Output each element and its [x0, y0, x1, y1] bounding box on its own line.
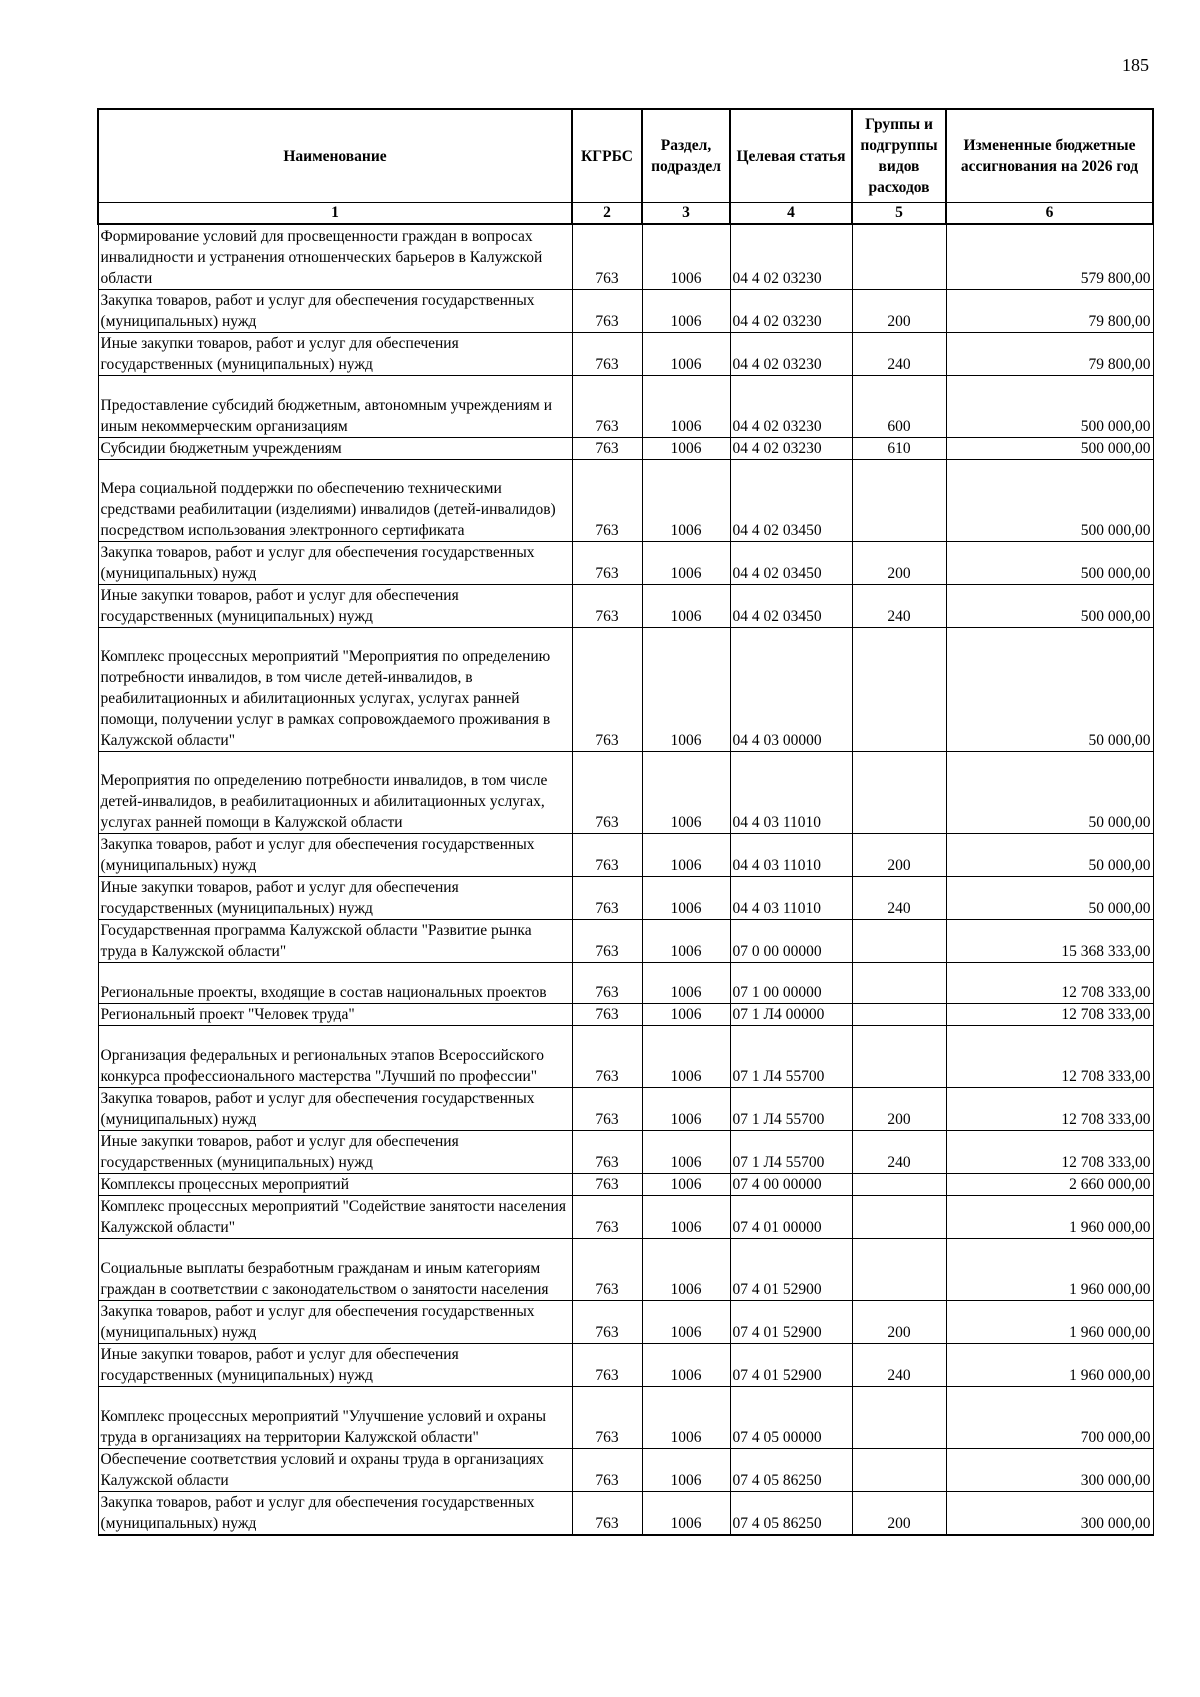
row-amount: 500 000,00 [946, 375, 1153, 437]
row-section: 1006 [642, 751, 730, 833]
row-name: Закупка товаров, работ и услуг для обеспечения государственных (муниципальных) нужд [98, 1491, 572, 1535]
table-row [98, 1087, 1153, 1130]
row-kgrbs: 763 [572, 541, 642, 584]
row-article: 07 4 00 00000 [730, 1173, 852, 1195]
row-amount: 500 000,00 [946, 437, 1153, 459]
row-name: Обеспечение соответствия условий и охраны труда в организациях Калужской области [98, 1448, 572, 1491]
table-row [98, 1130, 1153, 1173]
row-name: Региональные проекты, входящие в состав национальных проектов [98, 962, 572, 1003]
row-article: 07 1 Л4 55700 [730, 1087, 852, 1130]
table-row [98, 919, 1153, 962]
row-group [852, 1003, 946, 1025]
column-number: 6 [946, 203, 1153, 225]
row-amount: 12 708 333,00 [946, 1025, 1153, 1087]
row-name: Закупка товаров, работ и услуг для обеспечения государственных (муниципальных) нужд [98, 833, 572, 876]
row-article: 04 4 02 03450 [730, 584, 852, 627]
row-group: 240 [852, 876, 946, 919]
row-amount: 15 368 333,00 [946, 919, 1153, 962]
row-kgrbs: 763 [572, 1173, 642, 1195]
row-section: 1006 [642, 437, 730, 459]
row-amount: 500 000,00 [946, 459, 1153, 541]
table-row [98, 1300, 1153, 1343]
row-article: 07 4 01 52900 [730, 1238, 852, 1300]
row-group: 200 [852, 289, 946, 332]
row-article: 07 4 05 00000 [730, 1386, 852, 1448]
budget-table [97, 108, 1154, 1536]
row-group [852, 919, 946, 962]
row-kgrbs: 763 [572, 584, 642, 627]
row-section: 1006 [642, 332, 730, 375]
table-row [98, 224, 1153, 289]
table-row [98, 1003, 1153, 1025]
table-row [98, 1195, 1153, 1238]
row-kgrbs: 763 [572, 437, 642, 459]
row-kgrbs: 763 [572, 332, 642, 375]
row-amount: 12 708 333,00 [946, 1003, 1153, 1025]
header-article: Целевая статья [730, 109, 852, 203]
row-section: 1006 [642, 1448, 730, 1491]
row-amount: 12 708 333,00 [946, 1130, 1153, 1173]
row-kgrbs: 763 [572, 962, 642, 1003]
row-article: 04 4 02 03230 [730, 437, 852, 459]
row-section: 1006 [642, 1386, 730, 1448]
table-row [98, 541, 1153, 584]
row-section: 1006 [642, 1491, 730, 1535]
row-group [852, 962, 946, 1003]
row-name: Иные закупки товаров, работ и услуг для обеспечения государственных (муниципальных) нужд [98, 1130, 572, 1173]
row-kgrbs: 763 [572, 1195, 642, 1238]
row-amount: 300 000,00 [946, 1448, 1153, 1491]
row-kgrbs: 763 [572, 1025, 642, 1087]
row-group [852, 627, 946, 751]
row-kgrbs: 763 [572, 833, 642, 876]
row-group: 240 [852, 1343, 946, 1386]
row-article: 07 4 05 86250 [730, 1491, 852, 1535]
row-group: 200 [852, 1491, 946, 1535]
column-number: 2 [572, 203, 642, 225]
row-amount: 579 800,00 [946, 224, 1153, 289]
table-row [98, 876, 1153, 919]
row-amount: 1 960 000,00 [946, 1195, 1153, 1238]
row-group: 200 [852, 541, 946, 584]
row-kgrbs: 763 [572, 876, 642, 919]
table-row [98, 437, 1153, 459]
row-article: 04 4 03 11010 [730, 751, 852, 833]
table-row [98, 584, 1153, 627]
table-header [98, 109, 1153, 224]
row-group: 200 [852, 1087, 946, 1130]
row-amount: 1 960 000,00 [946, 1238, 1153, 1300]
row-name: Закупка товаров, работ и услуг для обеспечения государственных (муниципальных) нужд [98, 541, 572, 584]
row-name: Иные закупки товаров, работ и услуг для обеспечения государственных (муниципальных) нужд [98, 584, 572, 627]
row-kgrbs: 763 [572, 1130, 642, 1173]
row-section: 1006 [642, 1003, 730, 1025]
row-name: Предоставление субсидий бюджетным, автономным учреждениям и иным некоммерческим организациям [98, 375, 572, 437]
row-kgrbs: 763 [572, 1238, 642, 1300]
row-group [852, 1448, 946, 1491]
row-group: 610 [852, 437, 946, 459]
row-name: Субсидии бюджетным учреждениям [98, 437, 572, 459]
row-section: 1006 [642, 833, 730, 876]
row-group [852, 1238, 946, 1300]
header-kgrbs: КГРБС [572, 109, 642, 203]
table-row [98, 627, 1153, 751]
row-amount: 79 800,00 [946, 289, 1153, 332]
table-row [98, 332, 1153, 375]
row-section: 1006 [642, 1300, 730, 1343]
row-article: 04 4 02 03450 [730, 459, 852, 541]
row-kgrbs: 763 [572, 1087, 642, 1130]
row-amount: 2 660 000,00 [946, 1173, 1153, 1195]
row-name: Иные закупки товаров, работ и услуг для обеспечения государственных (муниципальных) нужд [98, 332, 572, 375]
row-kgrbs: 763 [572, 751, 642, 833]
row-name: Социальные выплаты безработным гражданам и иным категориям граждан в соответствии с законодательством о занятости населения [98, 1238, 572, 1300]
header-section: Раздел, подраздел [642, 109, 730, 203]
column-number: 5 [852, 203, 946, 225]
table-body [98, 224, 1153, 1535]
row-amount: 1 960 000,00 [946, 1343, 1153, 1386]
table-row [98, 962, 1153, 1003]
row-article: 07 4 05 86250 [730, 1448, 852, 1491]
row-section: 1006 [642, 541, 730, 584]
row-name: Комплекс процессных мероприятий "Содействие занятости населения Калужской области" [98, 1195, 572, 1238]
row-name: Мероприятия по определению потребности инвалидов, в том числе детей-инвалидов, в реабилитационных и абилитационных услугах, услугах ранней помощи в Калужской области [98, 751, 572, 833]
row-group: 240 [852, 584, 946, 627]
row-section: 1006 [642, 627, 730, 751]
row-group [852, 459, 946, 541]
row-article: 07 4 01 52900 [730, 1343, 852, 1386]
row-amount: 700 000,00 [946, 1386, 1153, 1448]
row-amount: 12 708 333,00 [946, 962, 1153, 1003]
row-group: 600 [852, 375, 946, 437]
row-section: 1006 [642, 1195, 730, 1238]
header-amount: Измененные бюджетные ассигнования на 2026 год [946, 109, 1153, 203]
row-group [852, 1386, 946, 1448]
row-section: 1006 [642, 1087, 730, 1130]
table-row [98, 1491, 1153, 1535]
row-kgrbs: 763 [572, 1003, 642, 1025]
row-group: 200 [852, 1300, 946, 1343]
table-row [98, 1386, 1153, 1448]
row-section: 1006 [642, 1130, 730, 1173]
row-kgrbs: 763 [572, 289, 642, 332]
row-kgrbs: 763 [572, 375, 642, 437]
row-name: Региональный проект "Человек труда" [98, 1003, 572, 1025]
table-row [98, 1025, 1153, 1087]
row-group: 240 [852, 332, 946, 375]
row-section: 1006 [642, 919, 730, 962]
row-amount: 50 000,00 [946, 833, 1153, 876]
row-kgrbs: 763 [572, 1343, 642, 1386]
column-number: 1 [98, 203, 572, 225]
row-article: 04 4 03 11010 [730, 876, 852, 919]
row-article: 07 4 01 52900 [730, 1300, 852, 1343]
row-article: 07 0 00 00000 [730, 919, 852, 962]
row-article: 07 1 Л4 55700 [730, 1025, 852, 1087]
row-amount: 500 000,00 [946, 584, 1153, 627]
row-group [852, 1195, 946, 1238]
row-article: 04 4 03 11010 [730, 833, 852, 876]
row-name: Закупка товаров, работ и услуг для обеспечения государственных (муниципальных) нужд [98, 1300, 572, 1343]
row-kgrbs: 763 [572, 1448, 642, 1491]
row-amount: 50 000,00 [946, 751, 1153, 833]
row-amount: 12 708 333,00 [946, 1087, 1153, 1130]
row-amount: 50 000,00 [946, 876, 1153, 919]
table-row [98, 751, 1153, 833]
row-article: 04 4 02 03230 [730, 375, 852, 437]
row-section: 1006 [642, 584, 730, 627]
row-section: 1006 [642, 1238, 730, 1300]
row-section: 1006 [642, 375, 730, 437]
row-kgrbs: 763 [572, 459, 642, 541]
row-name: Иные закупки товаров, работ и услуг для обеспечения государственных (муниципальных) нужд [98, 1343, 572, 1386]
row-name: Закупка товаров, работ и услуг для обеспечения государственных (муниципальных) нужд [98, 1087, 572, 1130]
column-number: 3 [642, 203, 730, 225]
row-section: 1006 [642, 876, 730, 919]
table-row [98, 289, 1153, 332]
row-kgrbs: 763 [572, 1491, 642, 1535]
row-name: Иные закупки товаров, работ и услуг для обеспечения государственных (муниципальных) нужд [98, 876, 572, 919]
row-name: Организация федеральных и региональных этапов Всероссийского конкурса профессионального мастерства "Лучший по профессии" [98, 1025, 572, 1087]
row-article: 04 4 02 03450 [730, 541, 852, 584]
row-article: 04 4 02 03230 [730, 289, 852, 332]
header-group: Группы и подгруппы видов расходов [852, 109, 946, 203]
row-section: 1006 [642, 1343, 730, 1386]
row-name: Формирование условий для просвещенности граждан в вопросах инвалидности и устранения отношенческих барьеров в Калужской области [98, 224, 572, 289]
row-name: Комплексы процессных мероприятий [98, 1173, 572, 1195]
row-group [852, 751, 946, 833]
row-section: 1006 [642, 289, 730, 332]
row-kgrbs: 763 [572, 1300, 642, 1343]
row-kgrbs: 763 [572, 627, 642, 751]
row-article: 07 4 01 00000 [730, 1195, 852, 1238]
row-amount: 50 000,00 [946, 627, 1153, 751]
row-article: 04 4 02 03230 [730, 332, 852, 375]
table-row [98, 1238, 1153, 1300]
table-row [98, 459, 1153, 541]
table-row [98, 1448, 1153, 1491]
row-amount: 300 000,00 [946, 1491, 1153, 1535]
page-number: 185 [1122, 55, 1149, 75]
row-group [852, 1025, 946, 1087]
row-section: 1006 [642, 1025, 730, 1087]
row-article: 07 1 Л4 00000 [730, 1003, 852, 1025]
column-number: 4 [730, 203, 852, 225]
row-article: 07 1 00 00000 [730, 962, 852, 1003]
row-name: Закупка товаров, работ и услуг для обеспечения государственных (муниципальных) нужд [98, 289, 572, 332]
row-section: 1006 [642, 962, 730, 1003]
row-kgrbs: 763 [572, 224, 642, 289]
table-row [98, 833, 1153, 876]
row-name: Мера социальной поддержки по обеспечению техническими средствами реабилитации (изделиями) инвалидов (детей-инвалидов) посредством использования электронного сертификата [98, 459, 572, 541]
row-section: 1006 [642, 224, 730, 289]
row-amount: 1 960 000,00 [946, 1300, 1153, 1343]
table-row [98, 375, 1153, 437]
table-row [98, 1173, 1153, 1195]
row-name: Комплекс процессных мероприятий "Мероприятия по определению потребности инвалидов, в том числе детей-инвалидов, в реабилитационных и абилитационных услугах, услугах ранней помощи, получении услуг в рамках сопровождаемого проживания в Калужской области" [98, 627, 572, 751]
row-group: 200 [852, 833, 946, 876]
row-name: Государственная программа Калужской области "Развитие рынка труда в Калужской области" [98, 919, 572, 962]
row-section: 1006 [642, 459, 730, 541]
row-amount: 79 800,00 [946, 332, 1153, 375]
header-name: Наименование [98, 109, 572, 203]
row-group [852, 1173, 946, 1195]
row-article: 04 4 02 03230 [730, 224, 852, 289]
row-section: 1006 [642, 1173, 730, 1195]
row-group: 240 [852, 1130, 946, 1173]
row-article: 04 4 03 00000 [730, 627, 852, 751]
row-group [852, 224, 946, 289]
row-kgrbs: 763 [572, 1386, 642, 1448]
table-row [98, 1343, 1153, 1386]
row-name: Комплекс процессных мероприятий "Улучшение условий и охраны труда в организациях на территории Калужской области" [98, 1386, 572, 1448]
row-article: 07 1 Л4 55700 [730, 1130, 852, 1173]
row-amount: 500 000,00 [946, 541, 1153, 584]
row-kgrbs: 763 [572, 919, 642, 962]
